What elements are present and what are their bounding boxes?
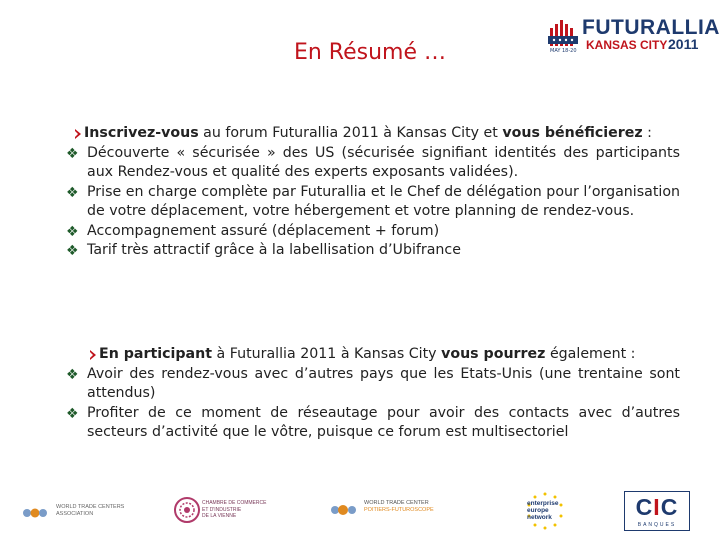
section-register <box>66 124 680 261</box>
list-item <box>66 365 680 404</box>
logo-city: KANSAS CITY <box>586 38 668 52</box>
logo-text: DE LA VIENNE <box>202 513 237 519</box>
diamond-bullet-icon: ❖ <box>66 366 79 383</box>
partner-logos <box>0 488 720 534</box>
wtc-poitiers-logo <box>330 498 470 522</box>
logo-text: CHAMBRE DE COMMERCE <box>202 500 267 506</box>
list-item-text: Profiter de ce moment de réseautage pour avoir des contacts avec d’autres secteurs d’activité que le vôtre, puisque ce forum est multisectoriel <box>87 404 680 440</box>
logo-text: BANQUES <box>637 522 677 528</box>
triangle-arrow-icon <box>75 129 81 139</box>
intro-bold: Inscrivez-vous <box>84 125 199 141</box>
logo-text: ET D'INDUSTRIE <box>202 506 242 513</box>
intro-text: : <box>642 125 652 141</box>
intro-bold: vous bénéficierez <box>502 125 643 141</box>
intro-bold: vous pourrez <box>441 346 546 362</box>
een-logo <box>515 490 575 534</box>
list-item-text: Tarif très attractif grâce à la labellisation d’Ubifrance <box>87 242 461 258</box>
list-item <box>66 241 680 261</box>
diamond-bullet-icon: ❖ <box>66 145 79 162</box>
logo-text: network <box>527 514 552 521</box>
list-item-text: Prise en charge complète par Futurallia et le Chef de délégation pour l’organisation de votre déplacement, votre hébergement et votre planning de rendez-vous. <box>87 183 680 219</box>
globe-icon <box>330 502 360 518</box>
list-item <box>66 183 680 222</box>
logo-letter: I <box>653 494 661 520</box>
logo-word: FUTURALLIA <box>582 16 720 39</box>
logo-text: enterprise <box>527 500 559 507</box>
diamond-bullet-icon: ❖ <box>66 184 79 201</box>
list-item <box>66 144 680 183</box>
logo-text: ASSOCIATION <box>56 511 94 517</box>
logo-dates: MAY 18-20 <box>550 48 577 54</box>
logo-text: europe <box>527 507 549 514</box>
diamond-bullet-icon: ❖ <box>66 223 79 240</box>
intro-text: à Futurallia 2011 à Kansas City <box>212 346 442 362</box>
building-icon <box>548 18 582 48</box>
cci-vienne-logo <box>172 492 282 528</box>
cic-logo <box>624 491 690 531</box>
logo-letter: C <box>635 494 654 520</box>
intro-text: au forum Futurallia 2011 à Kansas City et <box>198 125 503 141</box>
diamond-bullet-icon: ❖ <box>66 243 79 259</box>
list-item-text: Avoir des rendez-vous avec d’autres pays que les Etats-Unis (une trentaine sont attendus) <box>87 365 680 401</box>
logo-text: WORLD TRADE CENTER <box>364 500 429 506</box>
list-item <box>66 222 680 242</box>
list-item <box>66 404 680 443</box>
logo-text: WORLD TRADE CENTERS <box>56 504 125 510</box>
globe-icon <box>22 506 52 520</box>
logo-letter: C <box>660 494 679 520</box>
list-item-text: Découverte « sécurisée » des US (sécurisée signifiant identités des participants aux Rendez-vous et qualité des experts exposants validées). <box>87 144 680 180</box>
wtc-association-logo <box>22 502 142 524</box>
section-intro <box>66 345 680 365</box>
emblem-icon <box>172 494 202 526</box>
logo-text: POITIERS-FUTUROSCOPE <box>364 507 434 513</box>
logo-year: 2011 <box>668 36 699 52</box>
section-intro <box>66 124 680 144</box>
diamond-bullet-icon: ❖ <box>66 405 79 422</box>
futurallia-logo <box>548 14 720 54</box>
intro-text: également : <box>545 346 636 362</box>
page-title: En Résumé … <box>293 40 447 65</box>
list-item-text: Accompagnement assuré (déplacement + forum) <box>87 222 440 239</box>
triangle-arrow-icon <box>90 350 96 360</box>
section-participate <box>66 345 680 443</box>
intro-bold: En participant <box>99 346 212 362</box>
